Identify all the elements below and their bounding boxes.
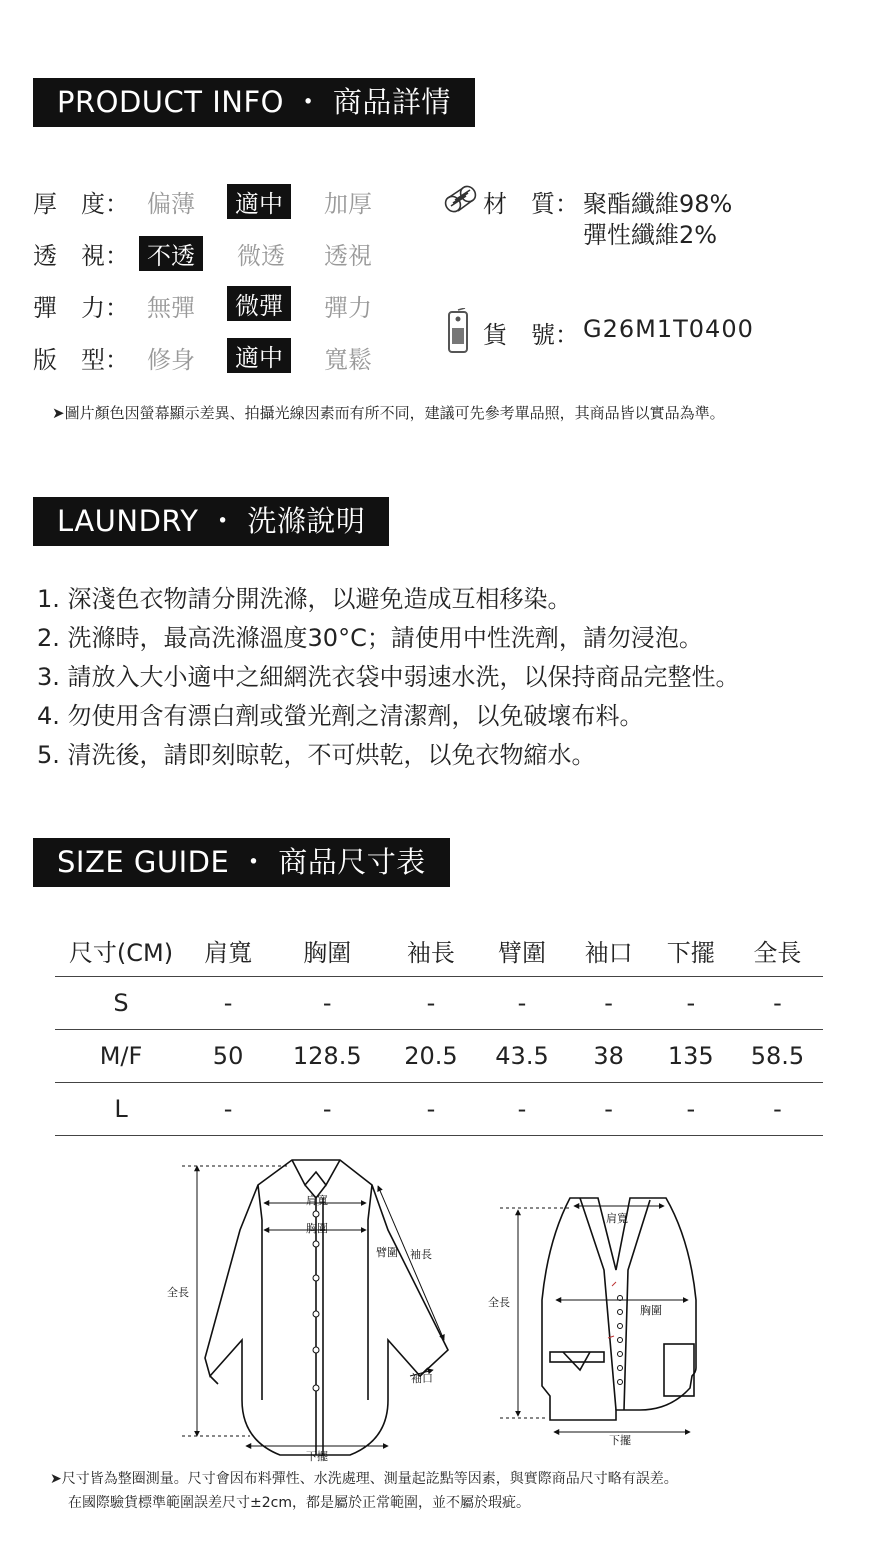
size-cell: 135 xyxy=(650,1030,732,1083)
material-line: 聚酯纖維98% xyxy=(583,190,733,218)
attr-option: 修身 xyxy=(147,346,195,374)
attr-label: 厚 度： xyxy=(33,190,129,218)
size-cell: - xyxy=(568,977,650,1030)
size-col-header: 袖長 xyxy=(385,924,476,977)
laundry-item: 5. 清洗後，請即刻晾乾，不可烘乾，以免衣物縮水。 xyxy=(37,741,596,769)
size-cell: 20.5 xyxy=(385,1030,476,1083)
size-cell: - xyxy=(187,1083,269,1136)
size-col-header: 尺寸(CM) xyxy=(55,924,187,977)
size-cell: - xyxy=(650,1083,732,1136)
vest-label-length: 全長 xyxy=(488,1296,510,1309)
size-cell: - xyxy=(385,1083,476,1136)
attr-option: 加厚 xyxy=(324,190,372,218)
attr-row-sheer xyxy=(33,236,143,271)
label-arm: 臂圍 xyxy=(376,1246,398,1259)
attr-option-selected: 適中 xyxy=(227,184,291,219)
size-cell: - xyxy=(650,977,732,1030)
attr-option-selected: 不透 xyxy=(139,236,203,271)
attr-row-fit xyxy=(33,340,143,375)
attr-option: 微透 xyxy=(237,242,285,270)
size-cell: - xyxy=(187,977,269,1030)
table-row xyxy=(55,1030,823,1083)
table-row xyxy=(55,1083,823,1136)
size-note-line1: ➤尺寸皆為整圈測量。尺寸會因布料彈性、水洗處理、測量起訖點等因素，與實際商品尺寸略有誤差。 xyxy=(50,1471,678,1487)
color-disclaimer: ➤圖片顏色因螢幕顯示差異、拍攝光線因素而有所不同，建議可先參考單品照，其商品皆以實品為準。 xyxy=(52,404,725,422)
vest-buttons xyxy=(618,1296,623,1385)
laundry-header: LAUNDRY ・ 洗滌說明 xyxy=(33,497,389,546)
size-cell: - xyxy=(732,977,823,1030)
size-cell: M/F xyxy=(55,1030,187,1083)
size-col-header: 全長 xyxy=(732,924,823,977)
size-cell: 50 xyxy=(187,1030,269,1083)
size-cell: L xyxy=(55,1083,187,1136)
size-cell: 58.5 xyxy=(732,1030,823,1083)
size-col-header: 臂圍 xyxy=(476,924,567,977)
attr-option: 偏薄 xyxy=(147,190,195,218)
attr-row-stretch xyxy=(33,288,143,323)
size-cell: - xyxy=(476,1083,567,1136)
label-cuff: 袖口 xyxy=(411,1372,433,1385)
size-table-header-row xyxy=(55,924,823,977)
sku-value: G26M1T0400 xyxy=(583,315,754,343)
tag-icon xyxy=(445,308,473,356)
material-label: 材 質： xyxy=(483,190,579,218)
size-guide-header: SIZE GUIDE ・ 商品尺寸表 xyxy=(33,838,450,887)
size-cell: - xyxy=(732,1083,823,1136)
size-col-header: 肩寬 xyxy=(187,924,269,977)
garment-measurement-diagram xyxy=(0,1140,875,1465)
attr-option: 透視 xyxy=(324,242,372,270)
laundry-item: 2. 洗滌時，最高洗滌溫度30°C；請使用中性洗劑，請勿浸泡。 xyxy=(37,624,703,652)
attr-option: 寬鬆 xyxy=(324,346,372,374)
laundry-item: 1. 深淺色衣物請分開洗滌，以避免造成互相移染。 xyxy=(37,585,572,613)
size-cell: - xyxy=(269,1083,385,1136)
thread-spool-icon xyxy=(441,184,481,216)
size-col-header: 胸圍 xyxy=(269,924,385,977)
size-note-line2: 在國際驗貨標準範圍誤差尺寸±2cm，都是屬於正常範圍，並不屬於瑕疵。 xyxy=(68,1495,530,1511)
label-length: 全長 xyxy=(167,1286,189,1299)
attr-label: 版 型： xyxy=(33,346,129,374)
laundry-item: 4. 勿使用含有漂白劑或螢光劑之清潔劑，以免破壞布料。 xyxy=(37,702,644,730)
attr-row-thickness xyxy=(33,184,143,219)
attr-option: 彈力 xyxy=(324,294,372,322)
label-sleeve: 袖長 xyxy=(410,1248,432,1261)
attr-option-selected: 適中 xyxy=(227,338,291,373)
vest-label-chest: 胸圍 xyxy=(640,1304,662,1317)
attr-label: 透 視： xyxy=(33,242,129,270)
size-cell: 43.5 xyxy=(476,1030,567,1083)
laundry-item: 3. 請放入大小適中之細網洗衣袋中弱速水洗，以保持商品完整性。 xyxy=(37,663,740,691)
material-line: 彈性纖維2% xyxy=(583,221,718,249)
size-cell: 38 xyxy=(568,1030,650,1083)
attr-option-selected: 微彈 xyxy=(227,286,291,321)
label-hem: 下擺 xyxy=(306,1450,328,1463)
size-col-header: 袖口 xyxy=(568,924,650,977)
product-info-header: PRODUCT INFO ・ 商品詳情 xyxy=(33,78,475,127)
vest-label-hem: 下擺 xyxy=(609,1434,631,1447)
size-cell: - xyxy=(568,1083,650,1136)
size-table xyxy=(55,924,823,1136)
label-shoulder: 肩寬 xyxy=(306,1194,328,1207)
attr-option: 無彈 xyxy=(147,294,195,322)
size-cell: 128.5 xyxy=(269,1030,385,1083)
vest-outline xyxy=(542,1198,696,1420)
size-cell: - xyxy=(385,977,476,1030)
attr-label: 彈 力： xyxy=(33,294,129,322)
size-col-header: 下擺 xyxy=(650,924,732,977)
size-cell: S xyxy=(55,977,187,1030)
sku-label: 貨 號： xyxy=(483,321,579,349)
vest-label-shoulder: 肩寬 xyxy=(606,1212,628,1225)
size-cell: - xyxy=(269,977,385,1030)
size-cell: - xyxy=(476,977,567,1030)
label-chest: 胸圍 xyxy=(306,1222,328,1235)
table-row xyxy=(55,977,823,1030)
